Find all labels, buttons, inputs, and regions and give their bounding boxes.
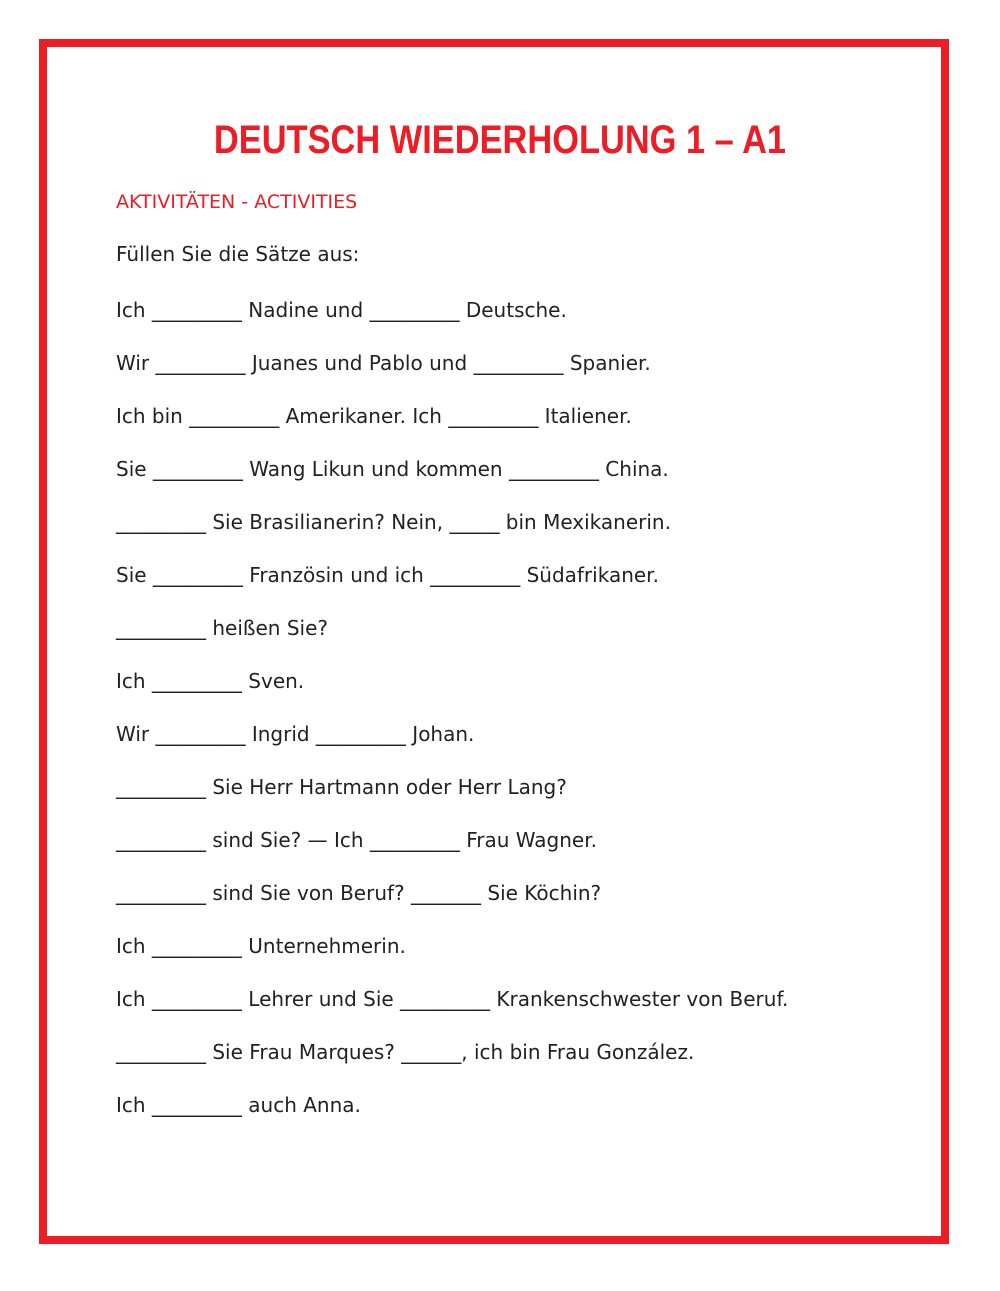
sentence-7: _________ heißen Sie? xyxy=(116,616,329,640)
sentence-3: Ich bin _________ Amerikaner. Ich _________ Italiener. xyxy=(116,404,632,428)
sentence-4: Sie _________ Wang Likun und kommen _________ China. xyxy=(116,457,669,481)
section-subtitle: AKTIVITÄTEN - ACTIVITIES xyxy=(116,191,358,213)
exercise-instruction: Füllen Sie die Sätze aus: xyxy=(116,242,360,266)
sentence-12: _________ sind Sie von Beruf? _______ Sie Köchin? xyxy=(116,881,602,905)
sentence-13: Ich _________ Unternehmerin. xyxy=(116,934,406,958)
sentence-16: Ich _________ auch Anna. xyxy=(116,1093,361,1117)
sentence-1: Ich _________ Nadine und _________ Deutsche. xyxy=(116,298,567,322)
sentence-8: Ich _________ Sven. xyxy=(116,669,305,693)
sentence-10: _________ Sie Herr Hartmann oder Herr Lang? xyxy=(116,775,567,799)
worksheet-title: DEUTSCH WIEDERHOLUNG 1 – A1 xyxy=(213,118,787,162)
sentence-11: _________ sind Sie? — Ich _________ Frau Wagner. xyxy=(116,828,597,852)
sentence-6: Sie _________ Französin und ich _________ Südafrikaner. xyxy=(116,563,659,587)
sentence-9: Wir _________ Ingrid _________ Johan. xyxy=(116,722,475,746)
sentence-5: _________ Sie Brasilianerin? Nein, _____ bin Mexikanerin. xyxy=(116,510,671,534)
sentence-14: Ich _________ Lehrer und Sie _________ Krankenschwester von Beruf. xyxy=(116,987,789,1011)
sentence-list xyxy=(116,292,856,1140)
sentence-15: _________ Sie Frau Marques? ______, ich bin Frau González. xyxy=(116,1040,695,1064)
sentence-2: Wir _________ Juanes und Pablo und _________ Spanier. xyxy=(116,351,651,375)
